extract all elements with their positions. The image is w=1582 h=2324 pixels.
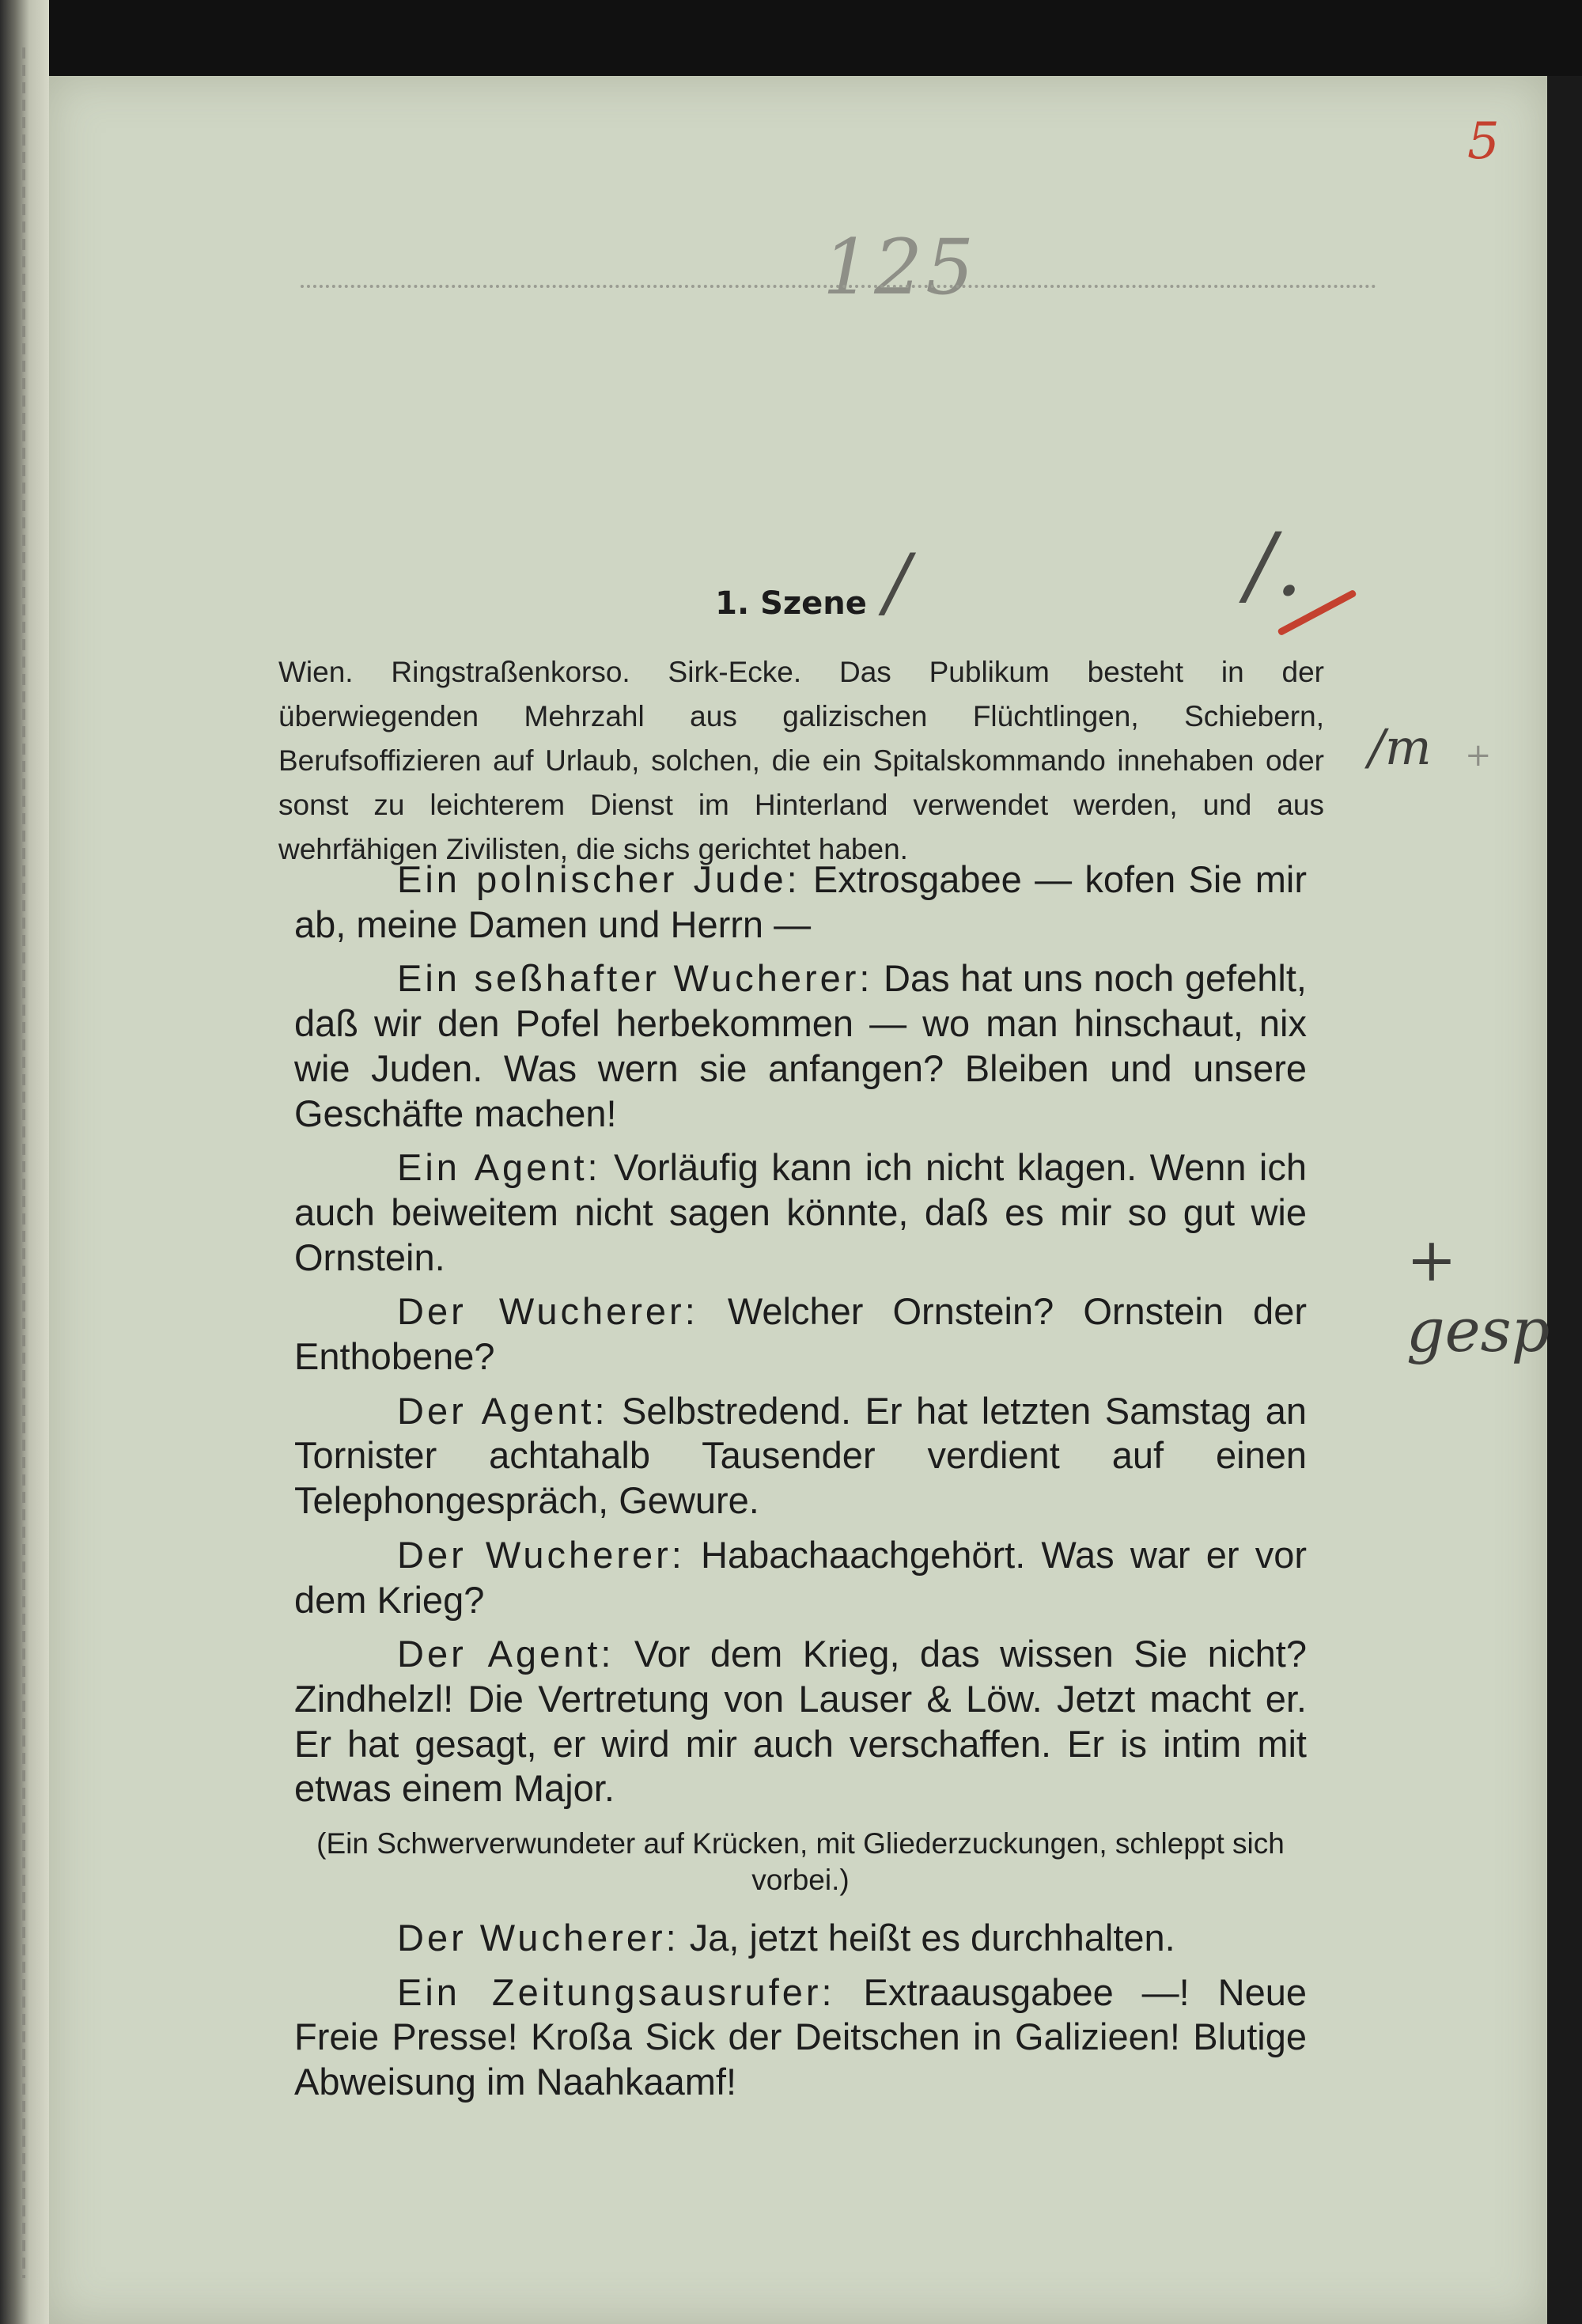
pencil-page-number: 125 — [823, 223, 978, 312]
speech-text: Ja, jetzt heißt es durchhalten. — [689, 1917, 1175, 1959]
speaker-name: Der Wucherer: — [397, 1290, 698, 1333]
speech-text: Vorläufig kann ich nicht klagen. Wenn ich auch beiweitem nicht sagen könnte, daß es mir so gut wie Ornstein. — [294, 1146, 1308, 1278]
dotted-rule — [301, 285, 1376, 288]
pencil-mark: / — [884, 538, 910, 626]
action-direction: (Ein Schwerverwundeter auf Krücken, mit Gliederzuckungen, schleppt sich vorbei.) — [316, 1827, 1285, 1897]
speech-text: Extrosgabee — kofen Sie mir ab, meine Damen und Herrn — — [294, 858, 1307, 945]
binding-stitching — [22, 47, 25, 2278]
scene-heading: 1. Szene — [715, 585, 867, 622]
speech-text: Vor dem Krieg, das wissen Sie nicht? Zindhelzl! Die Vertretung von Lauser & Löw. Jetzt macht er. Er hat gesagt, er wird mir auch verschaffen. Er is intim mit etwas einem Major. — [294, 1633, 1307, 1810]
speech — [294, 956, 1307, 1136]
speaker-name: Der Wucherer: — [397, 1917, 679, 1959]
speech-text: Welcher Ornstein? Ornstein der Enthobene? — [294, 1290, 1307, 1378]
speech-text: Selbstredend. Er hat letzten Samstag an Tornister achtahalb Tausender verdient auf einen Telephongespräch, Gewure. — [294, 1389, 1307, 1522]
speaker-name: Der Wucherer: — [397, 1533, 685, 1576]
speech — [294, 1389, 1307, 1523]
speaker-name: Ein seßhafter Wucherer: — [397, 957, 873, 1000]
speech-text: Extraausgabee —! Neue Freie Presse! Kroßa Sick der Deitschen in Galizieen! Blutige Abweisung im Naahkaamf! — [294, 1970, 1307, 2103]
stage-direction: Wien. Ringstraßenkorso. Sirk-Ecke. Das Publikum besteht in der überwiegenden Mehrzahl aus galizischen Flüchtlingen, Schiebern, Berufsoffizieren auf Urlaub, solchen, die ein Spitalskommando innehaben oder sonst zu leichterem Dienst im Hinterland verwendet werden, und aus wehrfähigen Zivilisten, die sichs gerichtet haben. — [278, 656, 1324, 865]
pencil-mark-margin: /. — [1246, 514, 1304, 615]
speech — [294, 1533, 1307, 1622]
speaker-name: Ein Agent: — [397, 1146, 601, 1189]
speech — [294, 857, 1307, 947]
page-edge-shadow — [1547, 76, 1582, 2324]
speech — [294, 1970, 1307, 2105]
speech-text: Das hat uns noch gefehlt, daß wir den Pofel herbekommen — wo man hinschaut, nix wie Juden. Was wern sie anfangen? Bleiben und unsere Geschäfte machen! — [294, 957, 1307, 1134]
speaker-name: Der Agent: — [397, 1633, 615, 1675]
folio-number: 5 — [1467, 112, 1500, 171]
margin-note: /m — [1368, 718, 1432, 776]
speech — [294, 1632, 1307, 1811]
speech — [294, 1916, 1307, 1961]
book-binding — [0, 0, 49, 2324]
play-text — [294, 857, 1307, 2114]
speaker-name: Der Agent: — [397, 1389, 608, 1432]
margin-note-correction: + gesp — [1406, 1224, 1550, 1365]
speech-text: Habachaachgehört. Was war er vor dem Krieg? — [294, 1533, 1307, 1621]
speech — [294, 1289, 1307, 1379]
speaker-name: Ein polnischer Jude: — [397, 858, 800, 900]
speech — [294, 1145, 1307, 1280]
speaker-name: Ein Zeitungsausrufer: — [397, 1970, 835, 2013]
margin-plus-mark: + — [1465, 737, 1492, 774]
